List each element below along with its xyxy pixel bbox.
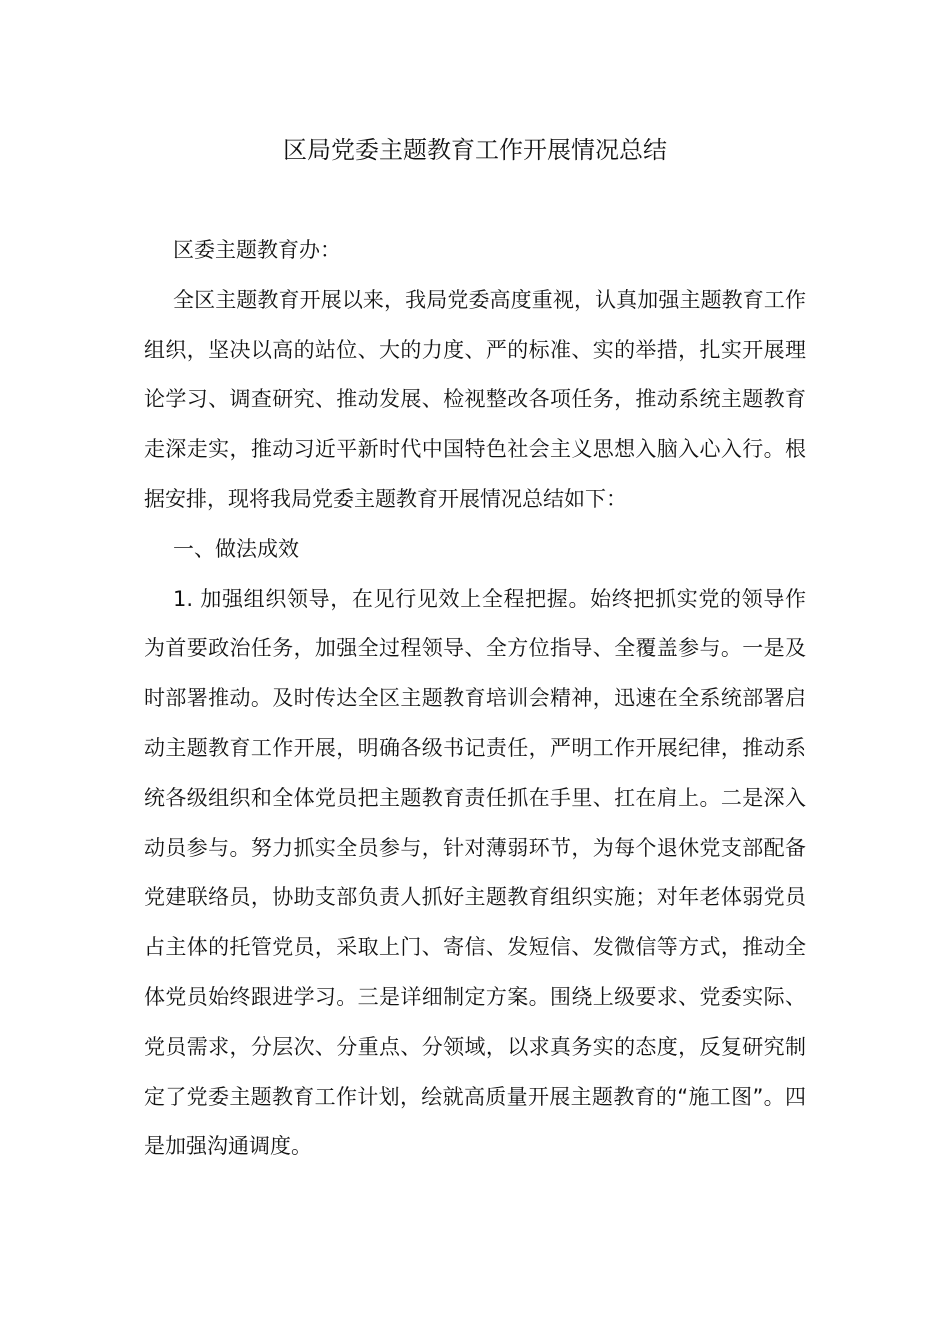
salutation: 区委主题教育办：: [173, 238, 341, 262]
paragraph-item-1: 1. 加强组织领导，在见行见效上全程把握。始终把抓实党的领导作为首要政治任务，加强全过程领导、全方位指导、全覆盖参与。一是及时部署推动。及时传达全区主题教育培训会精神，迅速在全系统部署启动主题教育工作开展，明确各级书记责任，严明工作开展纪律，推动系统各级组织和全体党员把主题教育责任抓在手里、扛在肩上。二是深入动员参与。努力抓实全员参与，针对薄弱环节，为每个退休党支部配备党建联络员，协助支部负责人抓好主题教育组织实施；对年老体弱党员占主体的托管党员，采取上门、寄信、发短信、发微信等方式，推动全体党员始终跟进学习。三是详细制定方案。围绕上级要求、党委实际、党员需求，分层次、分重点、分领域，以求真务实的态度，反复研究制定了党委主题教育工作计划，绘就高质量开展主题教育的“施工图”。四是加强沟通调度。: [144, 586, 806, 1159]
document-body: [144, 226, 806, 1172]
document-title: 区局党委主题教育工作开展情况总结: [283, 136, 667, 164]
paragraph-intro: 全区主题教育开展以来，我局党委高度重视，认真加强主题教育工作组织，坚决以高的站位、大的力度、严的标准、实的举措，扎实开展理论学习、调查研究、推动发展、检视整改各项任务，推动系统主题教育走深走实，推动习近平新时代中国特色社会主义思想入脑入心入行。根据安排，现将我局党委主题教育开展情况总结如下：: [144, 287, 806, 511]
section-heading: 一、做法成效: [173, 536, 299, 561]
